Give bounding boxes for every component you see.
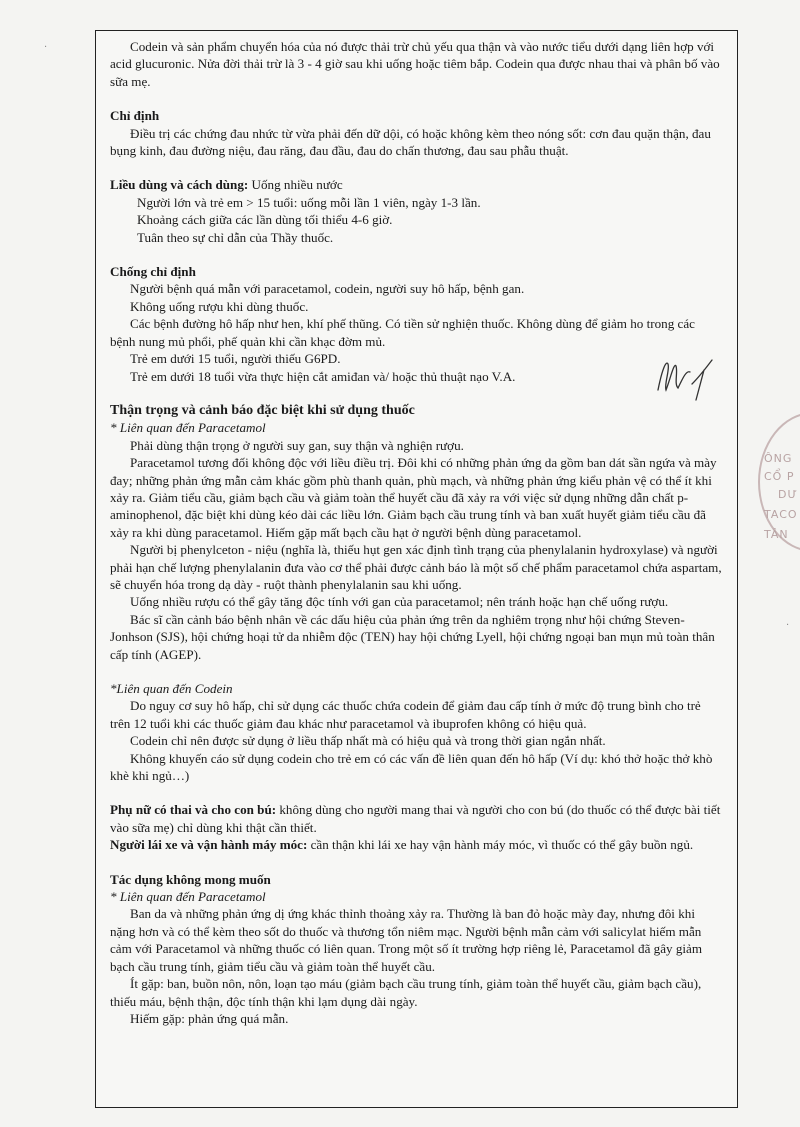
precautions-paracetamol-para-2: Paracetamol tương đối không độc với liều điều trị. Đôi khi có những phản ứng da gồm ban dát sần ngứa và mày đay; những phản ứng mẫn cảm khác gồm phù thanh quản, phù mạch, và những phản ứng kiểu phản vệ có thể ít khi xảy ra. Giảm tiểu cầu, giảm bạch cầu và giảm toàn thể huyết cầu đã xảy ra với việc sử dụng những dẫn chất p-aminophenol, đặc biệt khi dùng kéo dài các liều lớn. Giảm bạch cầu trung tính và ban xuất huyết giảm tiểu cầu đã xảy ra khi dùng paracetamol. Hiếm gặp mất bạch cầu hạt ở người bệnh dùng paracetamol. <box>110 455 717 540</box>
scan-dot: · <box>44 42 48 53</box>
precautions-codein-para-3: Không khuyến cáo sử dụng codein cho trẻ em có các vấn đề liên quan đến hô hấp (Ví dụ: khó thở hoặc thở khò khè khi ngủ…) <box>110 750 713 784</box>
contraindication-heading: Chống chỉ định <box>110 264 196 280</box>
stamp-text-3: DƯ <box>778 488 798 501</box>
dosage-heading: Liều dùng và cách dùng: <box>110 177 249 193</box>
driving-paragraph <box>110 836 722 853</box>
side-effects-para-1: Ban da và những phản ứng dị ứng khác thỉnh thoảng xảy ra. Thường là ban đỏ hoặc mày đay, nhưng đôi khi nặng hơn và có thể kèm theo sốt do thuốc và thương tổn niêm mạc. Người bệnh mẫn cảm với salicylat hiếm mẫn cảm với Paracetamol và những thuốc có liên quan. Trong một số ít trường hợp riêng lẻ, Paracetamol đã gây giảm bạch cầu trung tính, giảm tiểu cầu và giảm toàn thể huyết cầu. <box>110 906 703 974</box>
precautions-codein-subheading: *Liên quan đến Codein <box>110 681 233 696</box>
document-body <box>110 38 722 1027</box>
side-effects-para-3: Hiếm gặp: phản ứng quá mẫn. <box>130 1010 289 1026</box>
side-effects-heading: Tác dụng không mong muốn <box>110 871 271 887</box>
indication-text: Điều trị các chứng đau nhức từ vừa phải đến dữ dội, có hoặc không kèm theo nóng sốt: cơn đau quặn thận, đau bụng kinh, đau đường niệu, đau răng, đau đầu, đau do chấn thương, đau sau phẫu thuật. <box>110 125 711 159</box>
stamp-text-5: TÂN <box>764 528 789 541</box>
driving-heading: Người lái xe và vận hành máy móc: <box>110 837 308 853</box>
dosage-heading-line <box>110 176 722 193</box>
intro-paragraph: Codein và sản phẩm chuyển hóa của nó được thải trừ chủ yếu qua thận và vào nước tiểu dưới dạng liên hợp với acid glucuronic. Nửa đời thải trừ là 3 - 4 giờ sau khi uống hoặc tiêm bắp. Codein qua được nhau thai và phân bố vào sữa mẹ. <box>110 39 720 89</box>
precautions-codein-para-2: Codein chỉ nên được sử dụng ở liều thấp nhất mà có hiệu quả và trong thời gian ngắn nhất. <box>130 733 606 749</box>
precautions-codein-para-1: Do nguy cơ suy hô hấp, chỉ sử dụng các thuốc chứa codein để giảm đau cấp tính ở mức độ trung bình cho trẻ trên 12 tuổi khi các thuốc giảm đau khác như paracetamol và ibuprofen không có hiệu quả. <box>110 698 701 731</box>
scan-dot: · <box>786 620 790 631</box>
stamp-text-1: ÔNG <box>764 452 793 465</box>
stamp-text-2: CỔ P <box>764 470 795 483</box>
contraindication-line-3: Các bệnh đường hô hấp như hen, khí phế thũng. Có tiền sử nghiện thuốc. Không dùng để giảm ho trong các bệnh nung mủ phổi, phế quản khi cần khạc đờm mủ. <box>110 316 695 349</box>
precautions-paracetamol-para-3: Người bị phenylceton - niệu (nghĩa là, thiếu hụt gen xác định tình trạng của phenylalanin hydroxylase) và người phải hạn chế lượng phenylalanin đưa vào cơ thể phải được cảnh báo là một số chế phẩm paracetamol chứa aspartam, sẽ chuyển hóa trong dạ dày - ruột thành phenylalanin sau khi uống. <box>110 542 722 592</box>
handwritten-signature <box>652 350 718 406</box>
stamp-text-4: TACO <box>764 508 798 521</box>
precautions-paracetamol-para-1: Phải dùng thận trọng ở người suy gan, suy thận và nghiện rượu. <box>130 437 464 453</box>
precautions-paracetamol-subheading: * Liên quan đến Paracetamol <box>110 420 266 436</box>
precautions-paracetamol-para-5: Bác sĩ cần cảnh báo bệnh nhân về các dấu hiệu của phản ứng trên da nghiêm trọng như hội chứng Steven-Jonhson (SJS), hội chứng hoại tử da nhiễm độc (TEN) hay hội chứng Lyell, hội chứng ngoại ban mụn mủ toàn thân cấp tính (AGEP). <box>110 611 715 662</box>
official-stamp <box>752 412 800 552</box>
side-effects-subheading: * Liên quan đến Paracetamol <box>110 889 266 905</box>
contraindication-line-4: Trẻ em dưới 15 tuổi, người thiếu G6PD. <box>130 351 341 367</box>
dosage-line-1: Người lớn và trẻ em > 15 tuổi: uống mỗi lần 1 viên, ngày 1-3 lần. <box>137 194 481 210</box>
dosage-line-3: Tuân theo sự chỉ dẫn của Thầy thuốc. <box>137 229 334 245</box>
contraindication-line-2: Không uống rượu khi dùng thuốc. <box>130 298 309 314</box>
precautions-heading: Thận trọng và cảnh báo đặc biệt khi sử dụng thuốc <box>110 402 415 418</box>
side-effects-para-2: Ít gặp: ban, buồn nôn, nôn, loạn tạo máu (giảm bạch cầu trung tính, giảm toàn thể huyết cầu, giảm bạch cầu), thiếu máu, bệnh thận, độc tính thận khi lạm dụng dài ngày. <box>110 976 702 1009</box>
driving-text: cần thận khi lái xe hay vận hành máy móc, vì thuốc có thể gây buồn ngủ. <box>307 837 694 853</box>
contraindication-line-5: Trẻ em dưới 18 tuổi vừa thực hiện cắt amiđan và/ hoặc thủ thuật nạo V.A. <box>130 368 516 384</box>
pregnancy-heading: Phụ nữ có thai và cho con bú: <box>110 802 277 818</box>
precautions-paracetamol-para-4: Uống nhiều rượu có thể gây tăng độc tính với gan của paracetamol; nên tránh hoặc hạn chế uống rượu. <box>130 594 669 610</box>
dosage-heading-rest: Uống nhiều nước <box>248 177 343 193</box>
pregnancy-paragraph <box>110 801 722 836</box>
indication-heading: Chỉ định <box>110 108 160 124</box>
contraindication-line-1: Người bệnh quá mẫn với paracetamol, codein, người suy hô hấp, bệnh gan. <box>130 281 525 297</box>
pregnancy-text: không dùng cho người mang thai và người cho con bú (do thuốc có thể được bài tiết vào sữa mẹ) chỉ dùng khi thật cần thiết. <box>110 802 721 835</box>
dosage-line-2: Khoảng cách giữa các lần dùng tối thiểu 4-6 giờ. <box>137 212 393 228</box>
